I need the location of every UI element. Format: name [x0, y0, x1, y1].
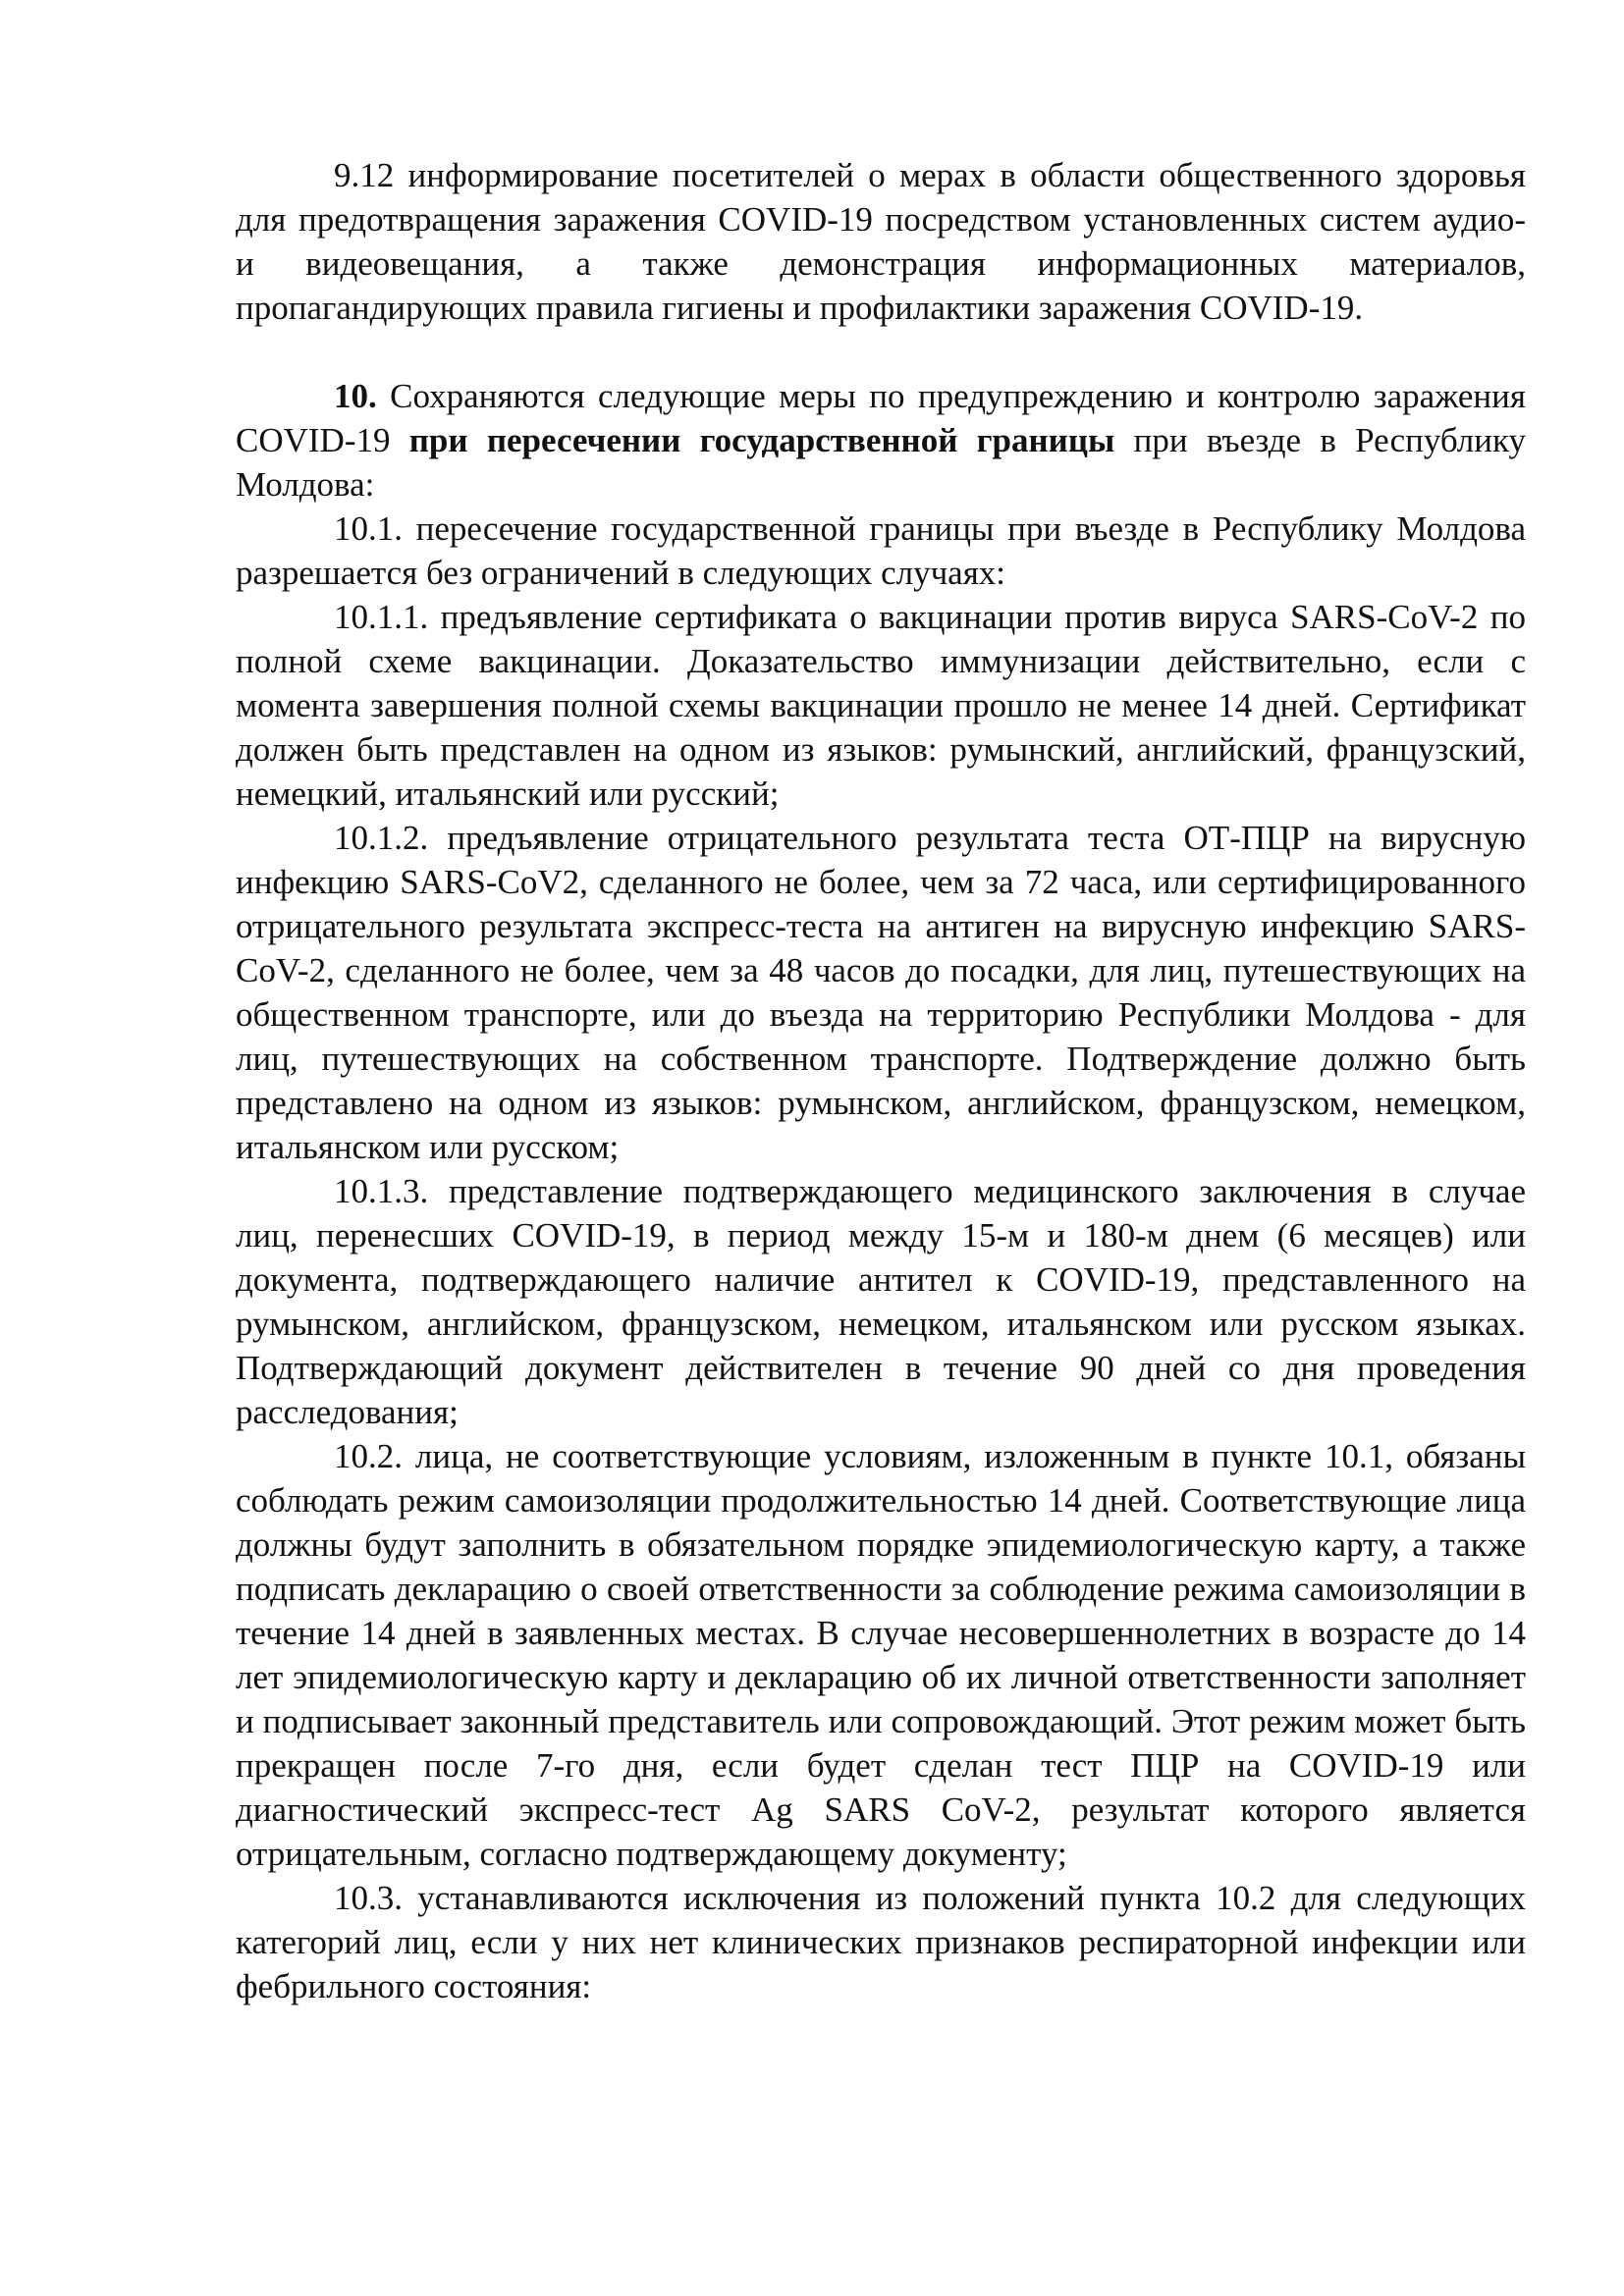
section-number-10: 10.	[334, 377, 377, 415]
paragraph-gap	[236, 330, 1526, 374]
paragraph-9-12: 9.12 информирование посетителей о мерах в области общественного здоровья для предотвращения заражения COVID-19 посредством установленных систем аудио- и видеовещания, а также демонстрация информационных материалов, пропагандирующих правила гигиены и профилактики заражения COVID-19.	[236, 156, 1526, 327]
paragraph-10-1-3: 10.1.3. представление подтверждающего медицинского заключения в случае лиц, перенесших COVID-19, в период между 15-м и 180-м днем (6 месяцев) или документа, подтверждающего наличие антител к COVID-19, представленного на румынском, английском, французском, немецком, итальянском или русском языках. Подтверждающий документ действителен в течение 90 дней со дня проведения расследования;	[236, 1172, 1526, 1431]
paragraph-10-text-end: при въезде в Республику Молдова:	[236, 421, 1527, 504]
paragraph-10	[236, 374, 1526, 507]
paragraph-10-2: 10.2. лица, не соответствующие условиям, изложенным в пункте 10.1, обязаны соблюдать режим самоизоляции продолжительностью 14 дней. Соответствующие лица должны будут заполнить в обязательном порядке эпидемиологическую карту, а также подписать декларацию о своей ответственности за соблюдение режима самоизоляции в течение 14 дней в заявленных местах. В случае несовершеннолетних в возрасте до 14 лет эпидемиологическую карту и декларацию об их личной ответственности заполняет и подписывает законный представитель или сопровождающий. Этот режим может быть прекращен после 7-го дня, если будет сделан тест ПЦР на COVID-19 или диагностический экспресс-тест Ag SARS CoV-2, результат которого является отрицательным, согласно подтверждающему документу;	[236, 1437, 1526, 1873]
paragraph-10-bold-phrase: при пересечении государственной границы	[408, 421, 1115, 459]
document-page	[236, 153, 1526, 2008]
paragraph-10-1: 10.1. пересечение государственной границы при въезде в Республику Молдова разрешается без ограничений в следующих случаях:	[236, 509, 1526, 592]
paragraph-10-1-1: 10.1.1. предъявление сертификата о вакцинации против вируса SARS-CoV-2 по полной схеме вакцинации. Доказательство иммунизации действительно, если с момента завершения полной схемы вакцинации прошло не менее 14 дней. Сертификат должен быть представлен на одном из языков: румынский, английский, французский, немецкий, итальянский или русский;	[236, 598, 1526, 813]
paragraph-10-3: 10.3. устанавливаются исключения из положений пункта 10.2 для следующих категорий лиц, если у них нет клинических признаков респираторной инфекции или фебрильного состояния:	[236, 1879, 1526, 2005]
paragraph-10-text-start: Сохраняются следующие меры по предупреждению и контролю заражения COVID-19	[236, 377, 1526, 459]
paragraph-10-1-2: 10.1.2. предъявление отрицательного результата теста ОТ-ПЦР на вирусную инфекцию SARS-CoV2, сделанного не более, чем за 72 часа, или сертифицированного отрицательного результата экспресс-теста на антиген на вирусную инфекцию SARS-CoV-2, сделанного не более, чем за 48 часов до посадки, для лиц, путешествующих на общественном транспорте, или до въезда на территорию Республики Молдова - для лиц, путешествующих на собственном транспорте. Подтверждение должно быть представлено на одном из языков: румынском, английском, французском, немецком, итальянском или русском;	[236, 819, 1526, 1166]
